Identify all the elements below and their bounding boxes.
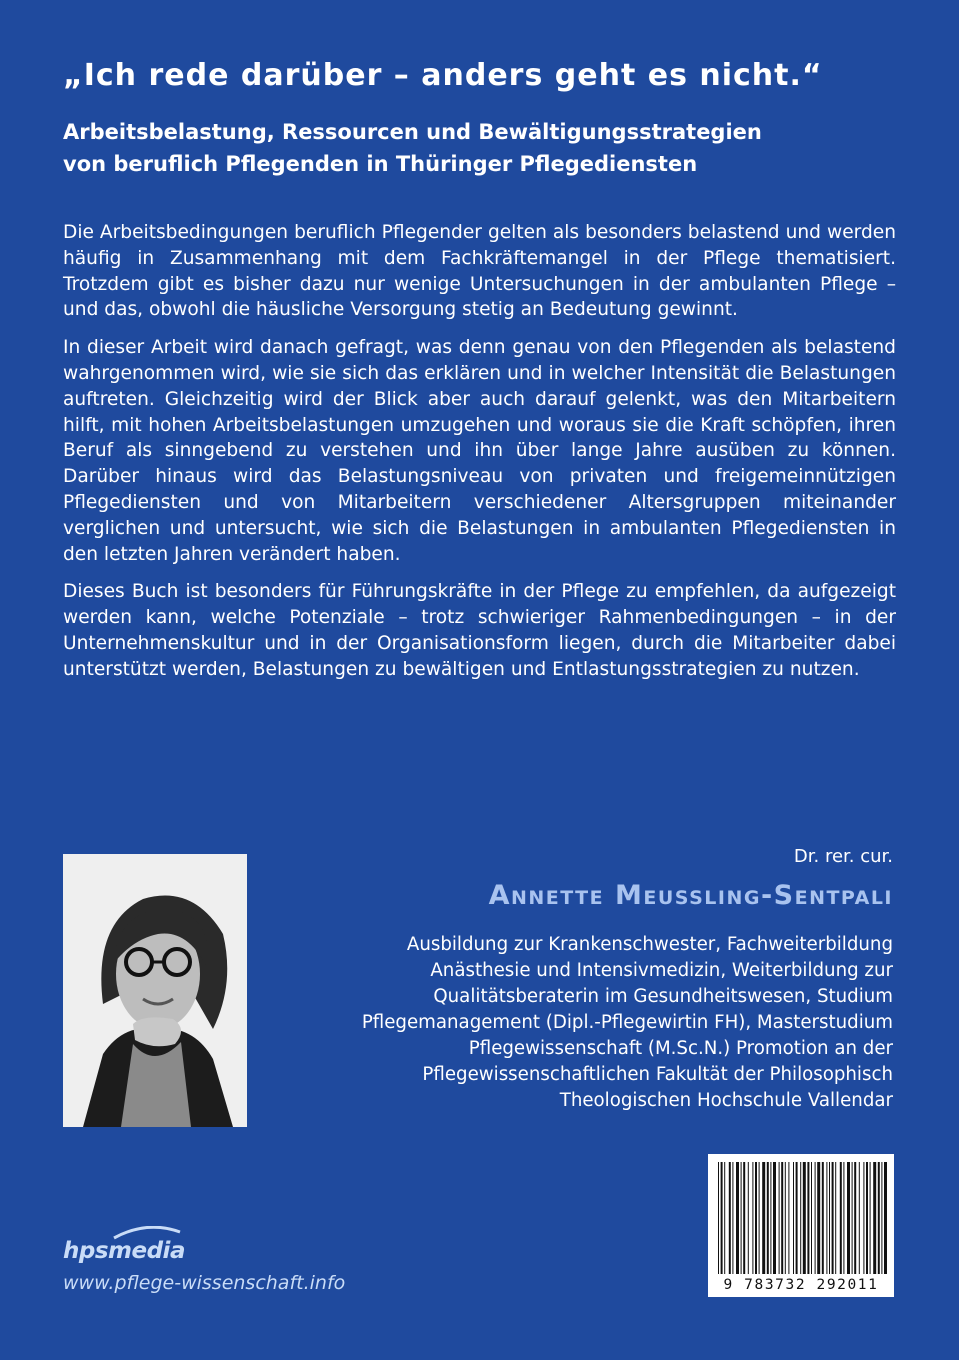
barcode-bar <box>847 1162 850 1274</box>
subtitle-line: von beruflich Pflegenden in Thüringer Pflegediensten <box>63 152 698 176</box>
barcode-bar <box>752 1162 753 1274</box>
isbn-barcode <box>708 1154 894 1297</box>
author-academic-title: Dr. rer. cur. <box>793 846 893 867</box>
blurb <box>63 220 896 695</box>
barcode-bar <box>807 1162 809 1274</box>
barcode-bar <box>878 1162 880 1274</box>
author-portrait-image <box>63 854 247 1127</box>
barcode-bar <box>755 1162 757 1274</box>
bio-line: Anästhesie und Intensivmedizin, Weiterbildung zur <box>430 960 893 981</box>
barcode-bar <box>736 1162 739 1274</box>
barcode-bar <box>803 1162 806 1274</box>
author-name: Annette Meussling-Sentpali <box>488 880 893 911</box>
barcode-bar <box>779 1162 780 1274</box>
barcode-bar <box>826 1162 827 1274</box>
publisher-url: www.pflege-wissenschaft.info <box>63 1272 346 1294</box>
barcode-bar <box>793 1162 794 1274</box>
barcode-bar <box>832 1162 834 1274</box>
author-photo <box>63 854 247 1127</box>
blurb-paragraph: In dieser Arbeit wird danach gefragt, was denn genau von den Pflegenden als belastend wahrgenommen wird, wie sie sich das erklären und in welcher Intensität die Belastungen auftreten. Gleichzeitig wird der Blick aber auch darauf gelenkt, was den Mitarbeitern hilft, mit hohen Arbeitsbelastungen umzugehen und woraus sie die Kraft schöpfen, ihren Beruf als sinngebend zu verstehen und ihn über lange Jahre ausüben zu können. Darüber hinaus wird das Belastungsniveau von privaten und freigemeinnützigen Pflegediensten und von Mitarbeitern verschiedener Altersgruppen miteinander verglichen und untersucht, wie sich die Belastungen in ambulanten Pflegediensten in den letzten Jahren verändert haben. <box>63 337 896 565</box>
barcode-bar <box>741 1162 742 1274</box>
barcode-bar <box>829 1162 830 1274</box>
author-bio <box>273 932 893 1114</box>
bio-line: Pflegemanagement (Dipl.-Pflegewirtin FH), Masterstudium <box>361 1012 893 1033</box>
barcode-bar <box>743 1162 745 1274</box>
barcode-bar <box>762 1162 765 1274</box>
bio-line: Pflegewissenschaftlichen Fakultät der Philosophisch <box>422 1064 893 1085</box>
book-title: „Ich rede darüber – anders geht es nicht.“ <box>63 58 823 93</box>
barcode-bar <box>859 1162 860 1274</box>
barcode-bar <box>815 1162 816 1274</box>
bio-line: Pflegewissenschaft (M.Sc.N.) Promotion an der <box>468 1038 893 1059</box>
barcode-bar <box>835 1162 836 1274</box>
bio-line: Theologischen Hochschule Vallendar <box>559 1090 893 1111</box>
barcode-bar <box>788 1162 789 1274</box>
barcode-bars-icon <box>708 1154 894 1274</box>
barcode-bar <box>729 1162 731 1274</box>
barcode-bar <box>852 1162 853 1274</box>
barcode-bar <box>781 1162 783 1274</box>
barcode-bar <box>881 1162 882 1274</box>
barcode-bar <box>863 1162 864 1274</box>
barcode-bar <box>785 1162 786 1274</box>
barcode-bar <box>721 1162 723 1274</box>
bio-line: Ausbildung zur Krankenschwester, Fachweiterbildung <box>406 934 893 955</box>
barcode-bar <box>822 1162 824 1274</box>
bio-line: Qualitätsberaterin im Gesundheitswesen, Studium <box>433 986 893 1007</box>
barcode-bar <box>773 1162 776 1274</box>
barcode-number: 9 783732 292011 <box>723 1277 879 1293</box>
barcode-bar <box>796 1162 798 1274</box>
barcode-bar <box>770 1162 771 1274</box>
subtitle-line: Arbeitsbelastung, Ressourcen und Bewältigungsstrategien <box>63 120 762 144</box>
barcode-bar <box>748 1162 749 1274</box>
book-subtitle <box>63 116 903 180</box>
barcode-bar <box>817 1162 820 1274</box>
barcode-bar <box>732 1162 733 1274</box>
barcode-bar <box>866 1162 868 1274</box>
barcode-bar <box>870 1162 871 1274</box>
barcode-bar <box>854 1162 856 1274</box>
barcode-bar <box>759 1162 760 1274</box>
blurb-paragraph: Die Arbeitsbedingungen beruflich Pflegender gelten als besonders belastend und werden häufig in Zusammenhang mit dem Fachkräftemangel in der Pflege thematisiert. Trotzdem gibt es bisher dazu nur wenige Untersuchungen in der ambulanten Pflege – und das, obwohl die häusliche Versorgung stetig an Bedeutung gewinnt. <box>63 222 896 321</box>
barcode-bar <box>800 1162 801 1274</box>
barcode-bar <box>843 1162 844 1274</box>
barcode-bar <box>724 1162 725 1274</box>
barcode-bar <box>718 1162 719 1274</box>
barcode-bar <box>884 1162 887 1274</box>
barcode-bar <box>767 1162 769 1274</box>
barcode-bar <box>811 1162 812 1274</box>
publisher-logo: hpsmedia <box>63 1238 185 1264</box>
barcode-bar <box>840 1162 842 1274</box>
blurb-paragraph: Dieses Buch ist besonders für Führungskräfte in der Pflege zu empfehlen, da aufgezeigt werden kann, welche Potenziale – trotz schwieriger Rahmenbedingungen – in der Unternehmenskultur und in der Organisationsform liegen, durch die Mitarbeiter dabei unterstützt werden, Belastungen zu bewältigen und Entlastungsstrategien zu nutzen. <box>63 581 896 680</box>
barcode-bar <box>873 1162 876 1274</box>
